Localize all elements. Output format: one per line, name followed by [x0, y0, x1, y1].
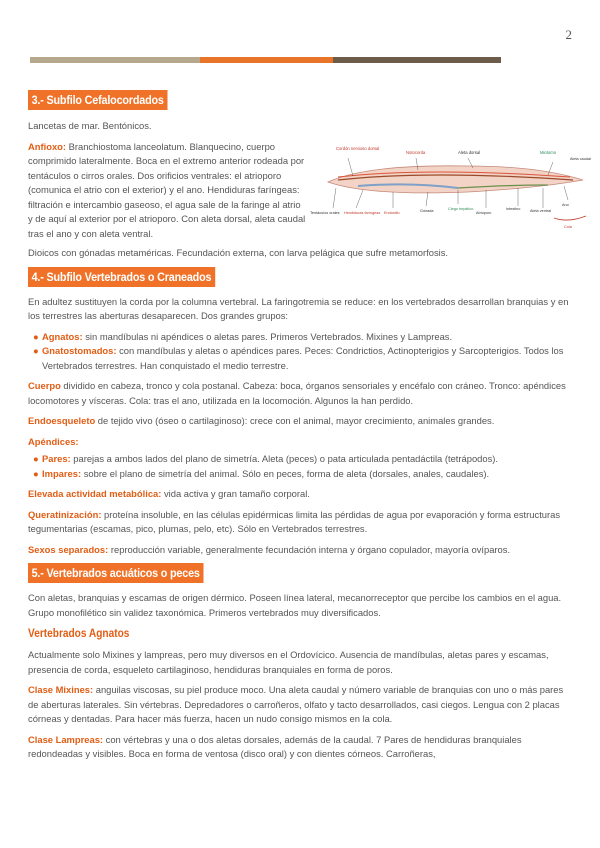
label-ano: Ano	[562, 202, 569, 207]
label-atrioporo: Atrioporo	[476, 210, 492, 215]
list-item	[33, 330, 574, 345]
group-key: Gnatostomados:	[42, 345, 117, 356]
cola-bracket	[554, 216, 586, 220]
endo-key: Endoesqueleto	[28, 415, 96, 426]
section-5-intro: Con aletas, branquias y escamas de origen dérmico. Poseen línea lateral, mecanorreceptor que percibe los cambios en el agua. Grupo monofilético sin validez taxonómica. Primeros vertebrados muy diversificados.	[28, 592, 562, 618]
label-cola: Cola	[564, 224, 572, 229]
mixines-key: Clase Mixines:	[28, 684, 94, 695]
queratinizacion-paragraph	[28, 508, 574, 537]
label-aleta-ventral: Aleta ventral	[530, 208, 552, 213]
anfioxo-text: Branchiostoma lanceolatum. Blanquecino, cuerpo comprimido lateralmente. Boca en el extremo anterior rodeada por tentáculos o cirros orales. Dos orificios ventrales: el atrioporo (comunica el atrio con el exterior) y el ano. Hendiduras faríngeas: filtración e intercambio gaseoso, el agua sale de la faringe al atrio y de aquí al exterior por el atrioporo. Con aleta dorsal, aleta caudal tras el ano y con aleta ventral.	[28, 140, 306, 239]
document-body	[28, 90, 591, 762]
group-key: Agnatos:	[42, 330, 83, 342]
anfioxo-key: Anfioxo:	[28, 140, 67, 152]
mixines-text: anguilas viscosas, su piel produce moco. Una aleta caudal y número variable de branquias con uno o más pares de aberturas laterales. Sin vértebras. Depredadores o carroñeros, olfato y tacto desarrollados, casi ciegos. Lengua con 2 placas córneas y dentadas. Para hacer más fuerza, hacen un nudo consigo mismos en la cola.	[28, 684, 564, 724]
agnatos-paragraph: Actualmente solo Mixines y lampreas, pero muy diversos en el Ordovícico. Ausencia de mandíbulas, aletas pares y escamas, presencia de corda, esqueleto cartilaginoso, hendiduras branquiales en forma de poros.	[28, 649, 549, 675]
cuerpo-paragraph	[28, 379, 574, 408]
bullet-icon: ●	[33, 330, 39, 342]
page-number: 2	[565, 27, 572, 42]
amphioxus-body	[328, 165, 583, 192]
section-5-title: 5.- Vertebrados acuáticos o peces	[28, 563, 203, 583]
elevada-paragraph	[28, 487, 574, 502]
section-4-intro: En adultez sustituyen la corda por la columna vertebral. La faringotremia se reduce: en los vertebrados desarrollan branquias y en los terrestres las aberturas desaparecen. Dos grandes grupos:	[28, 295, 569, 321]
agnatos-subheading	[28, 628, 574, 640]
elevada-text: vida activa y gran tamaño corporal.	[161, 488, 310, 499]
mixines-paragraph	[28, 683, 574, 727]
groups-list	[28, 330, 574, 374]
lampreas-text: con vértebras y una o dos aletas dorsales, además de la caudal. 7 Pares de hendiduras branquiales redondeadas y visibles. Boca en forma de ventosa (disco oral) y con dientes córneos. Carroñeras,	[28, 733, 522, 759]
sexos-key: Sexos separados:	[28, 543, 109, 555]
anfioxo-paragraph	[28, 140, 306, 242]
section-5-heading	[28, 563, 574, 583]
apendice-text: parejas a ambos lados del plano de simetría. Aleta (peces) o pata articulada pentadáctila (tetrápodos).	[70, 453, 499, 464]
decorative-top-bar	[30, 57, 501, 63]
list-item	[33, 452, 574, 467]
lampreas-key: Clase Lampreas:	[28, 733, 104, 745]
label-miotomo: Miotomo	[540, 149, 557, 155]
label-cordon: Cordón nervioso dorsal	[336, 145, 380, 151]
label-notocorda: Notocorda	[406, 149, 426, 155]
section-3-title: 3.- Subfilo Cefalocordados	[28, 90, 167, 110]
dioicos-paragraph: Dioicos con gónadas metaméricas. Fecundación externa, con larva pelágica que sufre metamorfosis.	[28, 247, 449, 258]
sexos-paragraph	[28, 543, 574, 558]
apendices-key: Apéndices:	[28, 435, 79, 447]
group-text: con mandíbulas y aletas o apéndices pares. Peces: Condrictios, Actinopterigios y Sarcopterigios. Todos los Vertebrados terrestres. Han conquistado el medio terrestre.	[42, 345, 564, 371]
quera-key: Queratinización:	[28, 508, 102, 520]
apendice-text: sobre el plano de simetría del animal. Sólo en peces, forma de aleta (dorsales, anales, caudales).	[81, 467, 490, 479]
amphioxus-diagram	[308, 130, 600, 230]
cuerpo-text: dividido en cabeza, tronco y cola postanal. Cabeza: boca, órganos sensoriales y encéfalo con cráneo. Tronco: apéndices locomotores y vísceras. Cola: tras el ano, utilizada en la locomoción. Algunos la han perdido.	[28, 380, 566, 406]
list-item	[33, 467, 574, 482]
bullet-icon: ●	[33, 345, 39, 356]
section-4-title: 4.- Subfilo Vertebrados o Craneados	[28, 267, 215, 287]
endo-text: de tejido vivo (óseo o cartilaginoso): crece con el animal, mayor crecimiento, animales grandes.	[95, 415, 495, 426]
group-text: sin mandíbulas ni apéndices o aletas pares. Primeros Vertebrados. Mixines y Lampreas.	[82, 330, 453, 342]
sexos-text: reproducción variable, generalmente fecundación interna y órgano copulador, mayoría ovíparos.	[108, 543, 511, 555]
elevada-key: Elevada actividad metabólica:	[28, 488, 162, 499]
bullet-icon: ●	[33, 467, 39, 479]
apendices-list	[28, 452, 574, 481]
endoesqueleto-paragraph	[28, 414, 574, 429]
label-intestino: Intestino	[506, 206, 521, 211]
section-3-intro: Lancetas de mar. Bentónicos.	[28, 120, 152, 131]
list-item	[33, 344, 574, 373]
label-ciego: Ciego hepático	[448, 206, 474, 211]
apendice-key: Pares:	[42, 453, 71, 464]
quera-text: proteína insoluble, en las células epidérmicas limita las pérdidas de agua por evaporación y forma estructuras tegumentarias (escamas, pico, plumas, pelo, etc). Sólo en Vertebrados terrestres.	[28, 508, 561, 534]
label-aleta-dorsal: Aleta dorsal	[458, 149, 481, 155]
apendices-heading	[28, 435, 574, 450]
apendice-key: Impares:	[42, 467, 82, 479]
lampreas-paragraph	[28, 733, 574, 762]
bullet-icon: ●	[33, 453, 39, 464]
label-endostilo: Endostilo	[384, 210, 400, 215]
label-tentaculos: Tentáculos orales	[310, 210, 340, 215]
section-3-heading	[28, 90, 574, 110]
agnatos-title: Vertebrados Agnatos	[28, 628, 130, 640]
cuerpo-key: Cuerpo	[28, 380, 61, 391]
label-hendiduras: Hendiduras faríngeas	[344, 210, 381, 215]
section-4-heading	[28, 267, 574, 287]
label-aleta-caudal: Aleta caudal	[570, 156, 591, 161]
label-gonada: Gónada	[420, 208, 434, 213]
